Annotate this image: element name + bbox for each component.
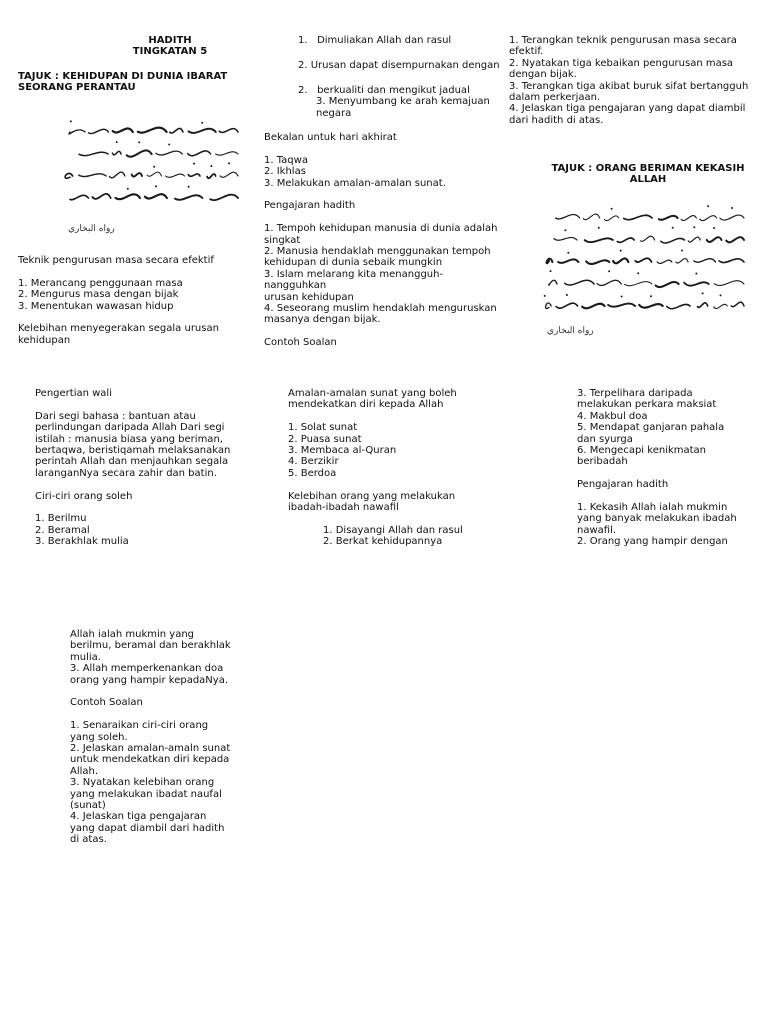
pengajaran-heading: Pengajaran hadith (264, 200, 356, 212)
amalan-item: 2. Puasa sunat (288, 433, 362, 445)
kelebihan-line: dan syurga (577, 433, 633, 445)
tajuk-2-line-1: TAJUK : ORANG BERIMAN KEKASIH (551, 163, 745, 174)
soalan-2-line: 4. Jelaskan tiga pengajaran (70, 811, 207, 823)
col3-soalan-list (509, 35, 759, 126)
document-title (100, 35, 240, 58)
kelebihan-line: 6. Mengecapi kenikmatan (577, 445, 707, 457)
teknik-item: 2. Mengurus masa dengan bijak (18, 289, 179, 301)
arabic-stroke (608, 304, 635, 307)
arabic-stroke (188, 174, 200, 176)
arabic-stroke (714, 281, 744, 286)
arabic-stroke (684, 282, 709, 285)
arabic-stroke (219, 129, 238, 133)
segi-line: istilah : manusia biasa yang beriman, (35, 433, 223, 445)
arabic-dot (564, 229, 566, 231)
soalan-2-line: Allah. (70, 765, 99, 777)
arabic-stroke (667, 304, 690, 308)
pengajaran-2-heading: Pengajaran hadith (577, 479, 669, 491)
arabic-stroke (166, 174, 185, 177)
teknik-heading: Teknik pengurusan masa secara efektif (18, 255, 214, 266)
ciri-item: 2. Beramal (35, 524, 90, 536)
arabic-dot (550, 270, 552, 272)
arabic-dot (611, 208, 613, 210)
amalan-item: 4. Berzikir (288, 456, 339, 468)
soalan-2-line: di atas. (70, 834, 107, 846)
bottom-line: Allah ialah mukmin yang (70, 629, 195, 640)
arabic-stroke (720, 215, 744, 220)
arabic-stroke (188, 151, 211, 156)
arabic-dot (672, 227, 674, 229)
kelebihan-line-1: Kelebihan menyegerakan segala urusan (18, 323, 219, 335)
arabic-stroke (597, 280, 621, 285)
arabic-stroke (189, 129, 216, 133)
soalan-line: 3. Terangkan tiga akibat buruk sifat bertangguh (509, 80, 749, 92)
arabic-dot (621, 296, 623, 298)
arabic-stroke (585, 238, 613, 242)
arabic-stroke (220, 172, 238, 177)
soalan-2-line: yang melakukan ibadat naufal (70, 788, 222, 800)
arabic-stroke (639, 304, 663, 308)
arabic-stroke (145, 194, 167, 198)
arabic-stroke (688, 237, 700, 242)
arabic-stroke (731, 302, 744, 307)
tajuk-2-heading (548, 163, 748, 186)
pengajaran-line: urusan kehidupan (264, 291, 354, 303)
arabic-stroke (556, 303, 578, 308)
kelebihan-item: 2. Berkat kehidupannya (323, 536, 443, 548)
amalan-item: 5. Berdoa (288, 467, 337, 479)
soalan-2-line: (sunat) (70, 800, 106, 812)
pengertian-heading: Pengertian wali (35, 388, 112, 399)
soalan-line: 2. Nyatakan tiga kebaikan pengurusan masa (509, 57, 734, 69)
amalan-item: 3. Membaca al-Quran (288, 445, 397, 457)
arabic-dot (566, 294, 568, 296)
bottom-line: berilmu, beramal dan berakhlak (70, 640, 231, 652)
arabic-dot (650, 295, 652, 297)
arabic-stroke (547, 259, 553, 264)
arabic-dot (637, 272, 639, 274)
arabic-stroke (216, 152, 238, 155)
arabic-stroke (657, 260, 672, 263)
contoh-soalan-2-heading: Contoh Soalan (70, 697, 143, 709)
arabic-stroke (69, 130, 85, 134)
list-item: 3. Menyumbang ke arah kemajuan (316, 96, 490, 108)
arabic-script-graphic (543, 200, 750, 345)
arabic-stroke (556, 214, 580, 218)
arabic-dot (567, 252, 569, 254)
arabic-dot (168, 144, 170, 146)
arabic-dot (620, 250, 622, 252)
pengajaran-2-line: yang banyak melakukan ibadah (577, 513, 737, 525)
tajuk-2-line-2: ALLAH (629, 174, 667, 186)
arabic-dot (544, 295, 546, 297)
arabic-dot (127, 188, 129, 190)
title-line-2: TINGKATAN 5 (132, 46, 208, 58)
tajuk-1-heading (18, 71, 258, 94)
kelebihan-continued-section (577, 388, 757, 548)
segi-line: Dari segi bahasa : bantuan atau (35, 410, 196, 422)
arabic-dot (693, 226, 695, 228)
arabic-stroke (656, 282, 679, 287)
arabic-dot (707, 205, 709, 207)
arabic-dot (695, 273, 697, 275)
soalan-line: 1. Terangkan teknik pengurusan masa secara (509, 35, 737, 46)
bekalan-section (264, 132, 504, 349)
amalan-sunat-section (288, 388, 503, 548)
arabic-stroke (65, 173, 73, 178)
arabic-stroke (89, 129, 109, 133)
arabic-stroke (210, 195, 238, 200)
pengajaran-line: 2. Manusia hendaklah menggunakan tempoh (264, 246, 491, 258)
arabic-stroke (624, 215, 652, 219)
arabic-stroke (676, 259, 688, 263)
arabic-stroke (79, 174, 106, 177)
soalan-2-line: yang dapat diambil dari hadith (70, 822, 225, 834)
arabic-stroke (583, 214, 600, 220)
arabic-dot (702, 292, 704, 294)
bekalan-item: 2. Ikhlas (264, 166, 306, 178)
arabic-stroke (698, 303, 708, 308)
col2-item-2 (298, 60, 508, 71)
pengajaran-2-line: 2. Orang yang hampir dengan (577, 536, 728, 548)
amalan-item: 1. Solat sunat (288, 422, 358, 434)
arabic-stroke (207, 174, 216, 178)
arabic-stroke (549, 280, 557, 285)
arabic-dot (70, 120, 72, 122)
arabic-stroke (617, 238, 634, 242)
arabic-stroke (604, 216, 618, 221)
arabic-stroke (132, 173, 142, 177)
soalan-2-line: 3. Nyatakan kelebihan orang (70, 777, 215, 789)
pengajaran-line: kehidupan di dunia sebaik mungkin (264, 257, 443, 269)
arabic-dot (153, 166, 155, 168)
kelebihan-item: 1. Disayangi Allah dan rasul (323, 524, 463, 536)
pengajaran-line: 3. Islam melarang kita menangguh-nangguhkan (264, 268, 444, 292)
list-item: 2. berkualiti dan mengikut jadual (298, 85, 470, 96)
arabic-dot (731, 207, 733, 209)
arabic-stroke (113, 128, 133, 132)
soalan-2-line: yang soleh. (70, 731, 128, 743)
title-line-1: HADITH (148, 35, 192, 46)
bottom-line: mulia. (70, 651, 101, 663)
arabic-stroke (641, 236, 655, 241)
arabic-hadith-image-2 (543, 200, 750, 345)
bekalan-item: 3. Melakukan amalan-amalan sunat. (264, 177, 446, 189)
bekalan-heading: Bekalan untuk hari akhirat (264, 132, 397, 143)
arabic-stroke (625, 282, 652, 286)
arabic-stroke (109, 172, 125, 178)
arabic-stroke (70, 195, 88, 200)
arabic-stroke (613, 258, 628, 263)
contoh-soalan-heading: Contoh Soalan (264, 337, 337, 349)
amalan-line-1: Amalan-amalan sunat yang boleh (288, 388, 457, 399)
arabic-dot (138, 141, 140, 143)
pengertian-wali-section (35, 388, 250, 548)
tajuk-1-line-2: SEORANG PERANTAU (18, 82, 136, 94)
arabic-stroke (558, 259, 578, 262)
segi-line: bertaqwa, beristiqamah melaksanakan (35, 445, 231, 457)
arabic-dot (681, 250, 683, 252)
arabic-stroke (635, 258, 651, 262)
arabic-stroke (116, 194, 141, 199)
arabic-dot (188, 186, 190, 188)
arabic-dot (228, 162, 230, 164)
arabic-stroke (554, 237, 577, 240)
arabic-caption-2: رواه البخاري (547, 326, 594, 336)
ciri-heading: Ciri-ciri orang soleh (35, 490, 133, 502)
arabic-dot (193, 163, 195, 165)
arabic-stroke (707, 237, 722, 242)
arabic-dot (201, 122, 203, 124)
arabic-stroke (586, 260, 609, 264)
arabic-stroke (79, 152, 108, 155)
arabic-dot (155, 185, 157, 187)
arabic-dot (713, 227, 715, 229)
arabic-stroke (659, 216, 678, 220)
bekalan-item: 1. Taqwa (264, 154, 308, 166)
kelebihan-line: melakukan perkara maksiat (577, 399, 717, 411)
kelebihan-line: beribadah (577, 456, 628, 468)
list-item: 2. Urusan dapat disempurnakan dengan (298, 60, 500, 71)
segi-line: laranganNya secara zahir dan batin. (35, 467, 217, 479)
amalan-line-2: mendekatkan diri kepada Allah (288, 399, 444, 411)
arabic-stroke (127, 150, 152, 156)
arabic-stroke (112, 151, 121, 154)
arabic-dot (720, 294, 722, 296)
soalan-2-line: 1. Senaraikan ciri-ciri orang (70, 720, 209, 732)
arabic-stroke (565, 280, 594, 285)
kelebihan-line-2: kehidupan (18, 334, 71, 346)
kelebihan-line: 3. Terpelihara daripada (577, 388, 693, 399)
teknik-section (18, 255, 258, 346)
pengajaran-2-line: nawafil. (577, 524, 617, 536)
arabic-stroke (156, 151, 182, 155)
arabic-stroke (714, 304, 728, 308)
pengajaran-line: 4. Seseorang muslim hendaklah menguruskan (264, 303, 497, 315)
segi-line: perlindungan daripada Allah Dari segi (35, 422, 225, 434)
bottom-line: 3. Allah memperkenankan doa (70, 663, 224, 675)
arabic-stroke (719, 259, 744, 263)
arabic-dot (598, 227, 600, 229)
arabic-script-graphic (64, 110, 244, 240)
kelebihan-nawafil-line-1: Kelebihan orang yang melakukan (288, 490, 456, 502)
soalan-line: 4. Jelaskan tiga pengajaran yang dapat diambil (509, 103, 746, 115)
soalan-line: dari hadith di atas. (509, 114, 604, 126)
ciri-item: 1. Berilmu (35, 513, 87, 525)
arabic-stroke (175, 195, 203, 200)
arabic-stroke (726, 237, 744, 242)
col2-item-1 (298, 35, 508, 46)
bottom-line: orang yang hampir kepadaNya. (70, 674, 228, 686)
soalan-line: dengan bijak. (509, 69, 577, 81)
pengajaran-2-line: 1. Kekasih Allah ialah mukmin (577, 502, 728, 514)
teknik-item: 1. Merancang penggunaan masa (18, 277, 183, 289)
arabic-dot (210, 165, 212, 167)
arabic-stroke (138, 128, 167, 133)
arabic-stroke (147, 172, 162, 176)
kelebihan-line: 5. Mendapat ganjaran pahala (577, 422, 725, 434)
arabic-stroke (170, 128, 183, 133)
arabic-stroke (681, 216, 696, 221)
arabic-stroke (694, 259, 716, 263)
pengajaran-line: masanya dengan bijak. (264, 314, 381, 326)
arabic-stroke (92, 194, 110, 199)
arabic-stroke (546, 303, 551, 309)
kelebihan-nawafil-line-2: ibadah-ibadah nawafil (288, 502, 399, 514)
pengajaran-line: singkat (264, 234, 301, 246)
bottom-section (70, 629, 260, 846)
soalan-2-line: untuk mendekatkan diri kepada (70, 754, 230, 766)
col2-item-3 (298, 85, 508, 119)
arabic-dot (608, 270, 610, 272)
arabic-stroke (661, 238, 685, 243)
list-item: 1. Dimuliakan Allah dan rasul (298, 35, 452, 46)
arabic-dot (116, 141, 118, 143)
arabic-caption-1: رواه البخاري (68, 224, 115, 234)
teknik-item: 3. Menentukan wawasan hidup (18, 300, 174, 312)
soalan-line: dalam perkerjaan. (509, 92, 601, 104)
arabic-stroke (582, 304, 604, 309)
arabic-hadith-image-1 (64, 110, 244, 240)
soalan-line: efektif. (509, 46, 544, 58)
kelebihan-line: 4. Makbul doa (577, 410, 648, 422)
pengajaran-line: 1. Tempoh kehidupan manusia di dunia adalah (264, 223, 498, 235)
ciri-item: 3. Berakhlak mulia (35, 536, 129, 548)
soalan-2-line: 2. Jelaskan amalan-amaln sunat (70, 743, 231, 755)
segi-line: perintah Allah dan menjauhkan segala (35, 456, 229, 468)
list-item: negara (316, 107, 352, 119)
arabic-stroke (700, 216, 717, 221)
tajuk-1-line-1: TAJUK : KEHIDUPAN DI DUNIA IBARAT (18, 71, 228, 82)
